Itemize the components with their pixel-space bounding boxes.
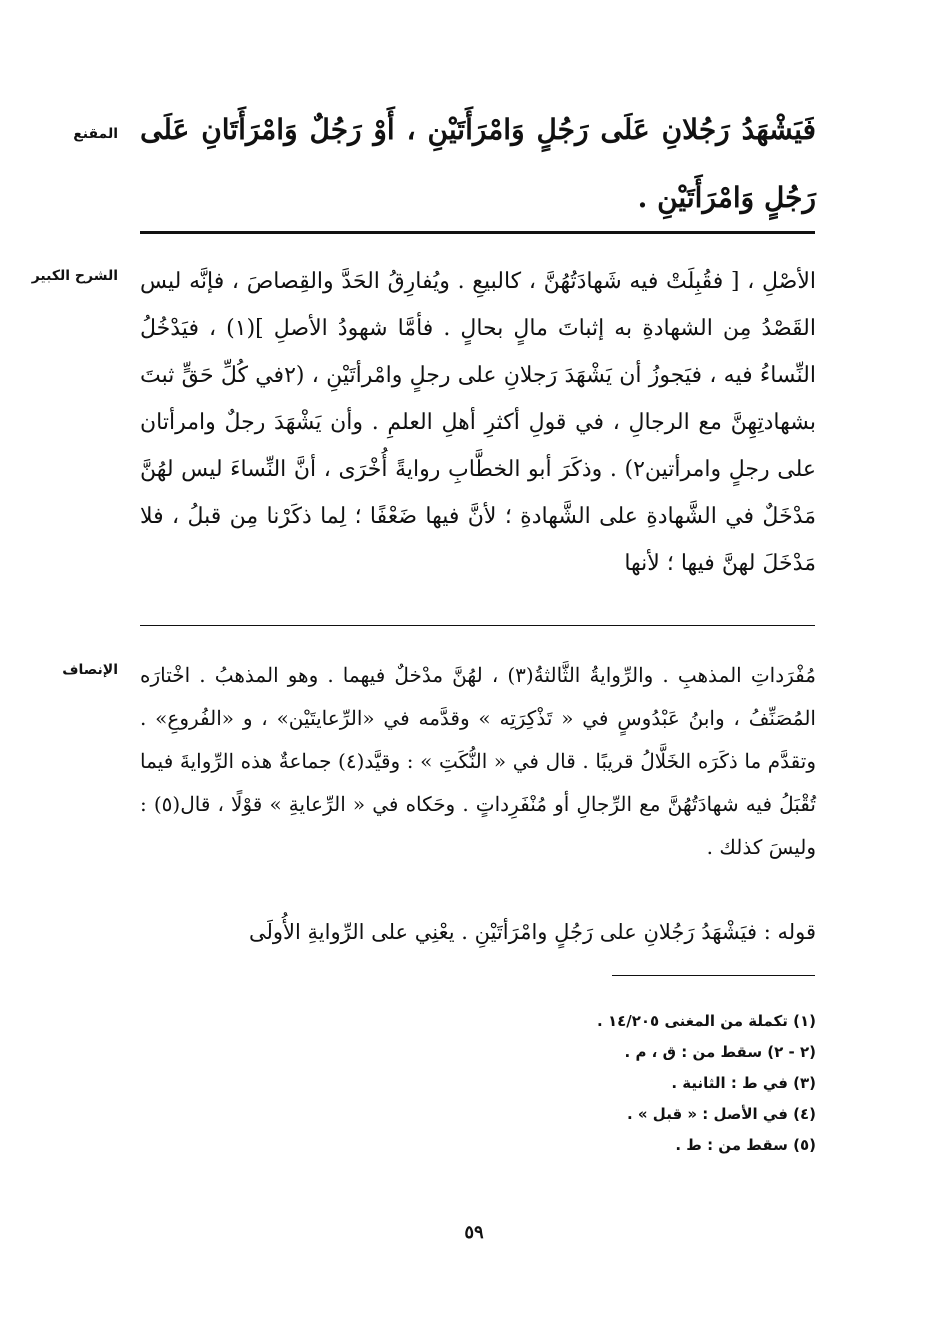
insaf-qawluh: قوله : فيَشْهَدُ رَجُلانِ على رَجُلٍ وامْرَأتَيْنِ . يعْنِي على الرِّوايةِ الأُولَى <box>249 920 816 944</box>
muqni-label: المقنع <box>73 126 118 142</box>
sharh-label: الشرح الكبير <box>31 268 118 284</box>
footnote-3: (٣) في ط : الثانية . <box>671 1074 816 1092</box>
footnote-4: (٤) في الأصل : « قبل » . <box>626 1105 816 1123</box>
footnote-2: (٢ - ٢) سقط من : ق ، م . <box>624 1043 816 1061</box>
insaf-text: مُفْرَداتِ المذهبِ . والرِّوايةُ الثَّالثةُ(٣) ، لهُنَّ مدْخلٌ فيهما . وهو المذهبُ . اخْتارَه المُصَنِّفُ ، وابنُ عَبْدُوسٍ في « تَذْكِرَتِه » وقدَّمه في «الرِّعايتَيْن» ، و «الفُروعِ» . وتقدَّم ما ذكَرَه الخَلَّالُ قريبًا . قال في « النُّكَتِ » : وقيَّد(٤) جماعةٌ هذه الرِّوايةَ فيما تُقْبَلُ فيه شهادَتُهُنَّ مع الرِّجالِ أو مُنْفَرِداتٍ . وحَكاه في « الرِّعايةِ » قوْلًا ، قال(٥) : وليسَ كذلك . <box>140 663 817 859</box>
footnote-divider <box>612 975 815 976</box>
muqni-divider <box>140 231 815 234</box>
footnotes <box>316 1006 816 1161</box>
page-number: ٥٩ <box>464 1222 484 1243</box>
muqni-text: فَيَشْهَدُ رَجُلانِ عَلَى رَجُلٍ وَامْرَأَتَيْنِ ، أَوْ رَجُلٌ وَامْرَأَتَانِ عَلَى رَجُلٍ وَامْرَأَتَيْنِ . <box>140 113 816 214</box>
footnote-1: (١) تكملة من المغنى ١٤/٢٠٥ . <box>597 1012 816 1030</box>
insaf-label: الإنصاف <box>62 662 118 678</box>
footnote-5: (٥) سقط من : ط . <box>675 1136 816 1154</box>
sharh-divider <box>140 625 815 626</box>
sharh-text: الأصْلِ ، [ فقُبِلَتْ فيه شَهادَتُهُنَّ ، كالبيعِ . ويُفارِقُ الحَدَّ والقِصاصَ ، فإنَّه ليس القَصْدُ مِن الشهادةِ به إثباتَ مالٍ بحالٍ . فأمَّا شهودُ الأصلِ ](١) ، فيَدْخُلُ النِّساءُ فيه ، فيَجوزُ أن يَشْهَدَ رَجلانِ على رجلٍ وامْرأتَيْنِ ، (٢في كُلِّ حَقٍّ ثبتَ بشهادتِهِنَّ مع الرجالِ ، في قولِ أكثرِ أهلِ العلمِ . وأن يَشْهَدَ رجلٌ وامرأتان على رجلٍ وامرأتين٢) . وذكَرَ أبو الخطَّابِ روايةً أُخْرَى ، أنَّ النِّساءَ ليس لهُنَّ مَدْخَلٌ في الشَّهادةِ على الشَّهادةِ ؛ لأنَّ فيها ضَعْفًا ؛ لِما ذكَرْنا مِن قبلُ ، فلا مَدْخَلَ لهنَّ فيها ؛ لأنها <box>140 269 816 576</box>
